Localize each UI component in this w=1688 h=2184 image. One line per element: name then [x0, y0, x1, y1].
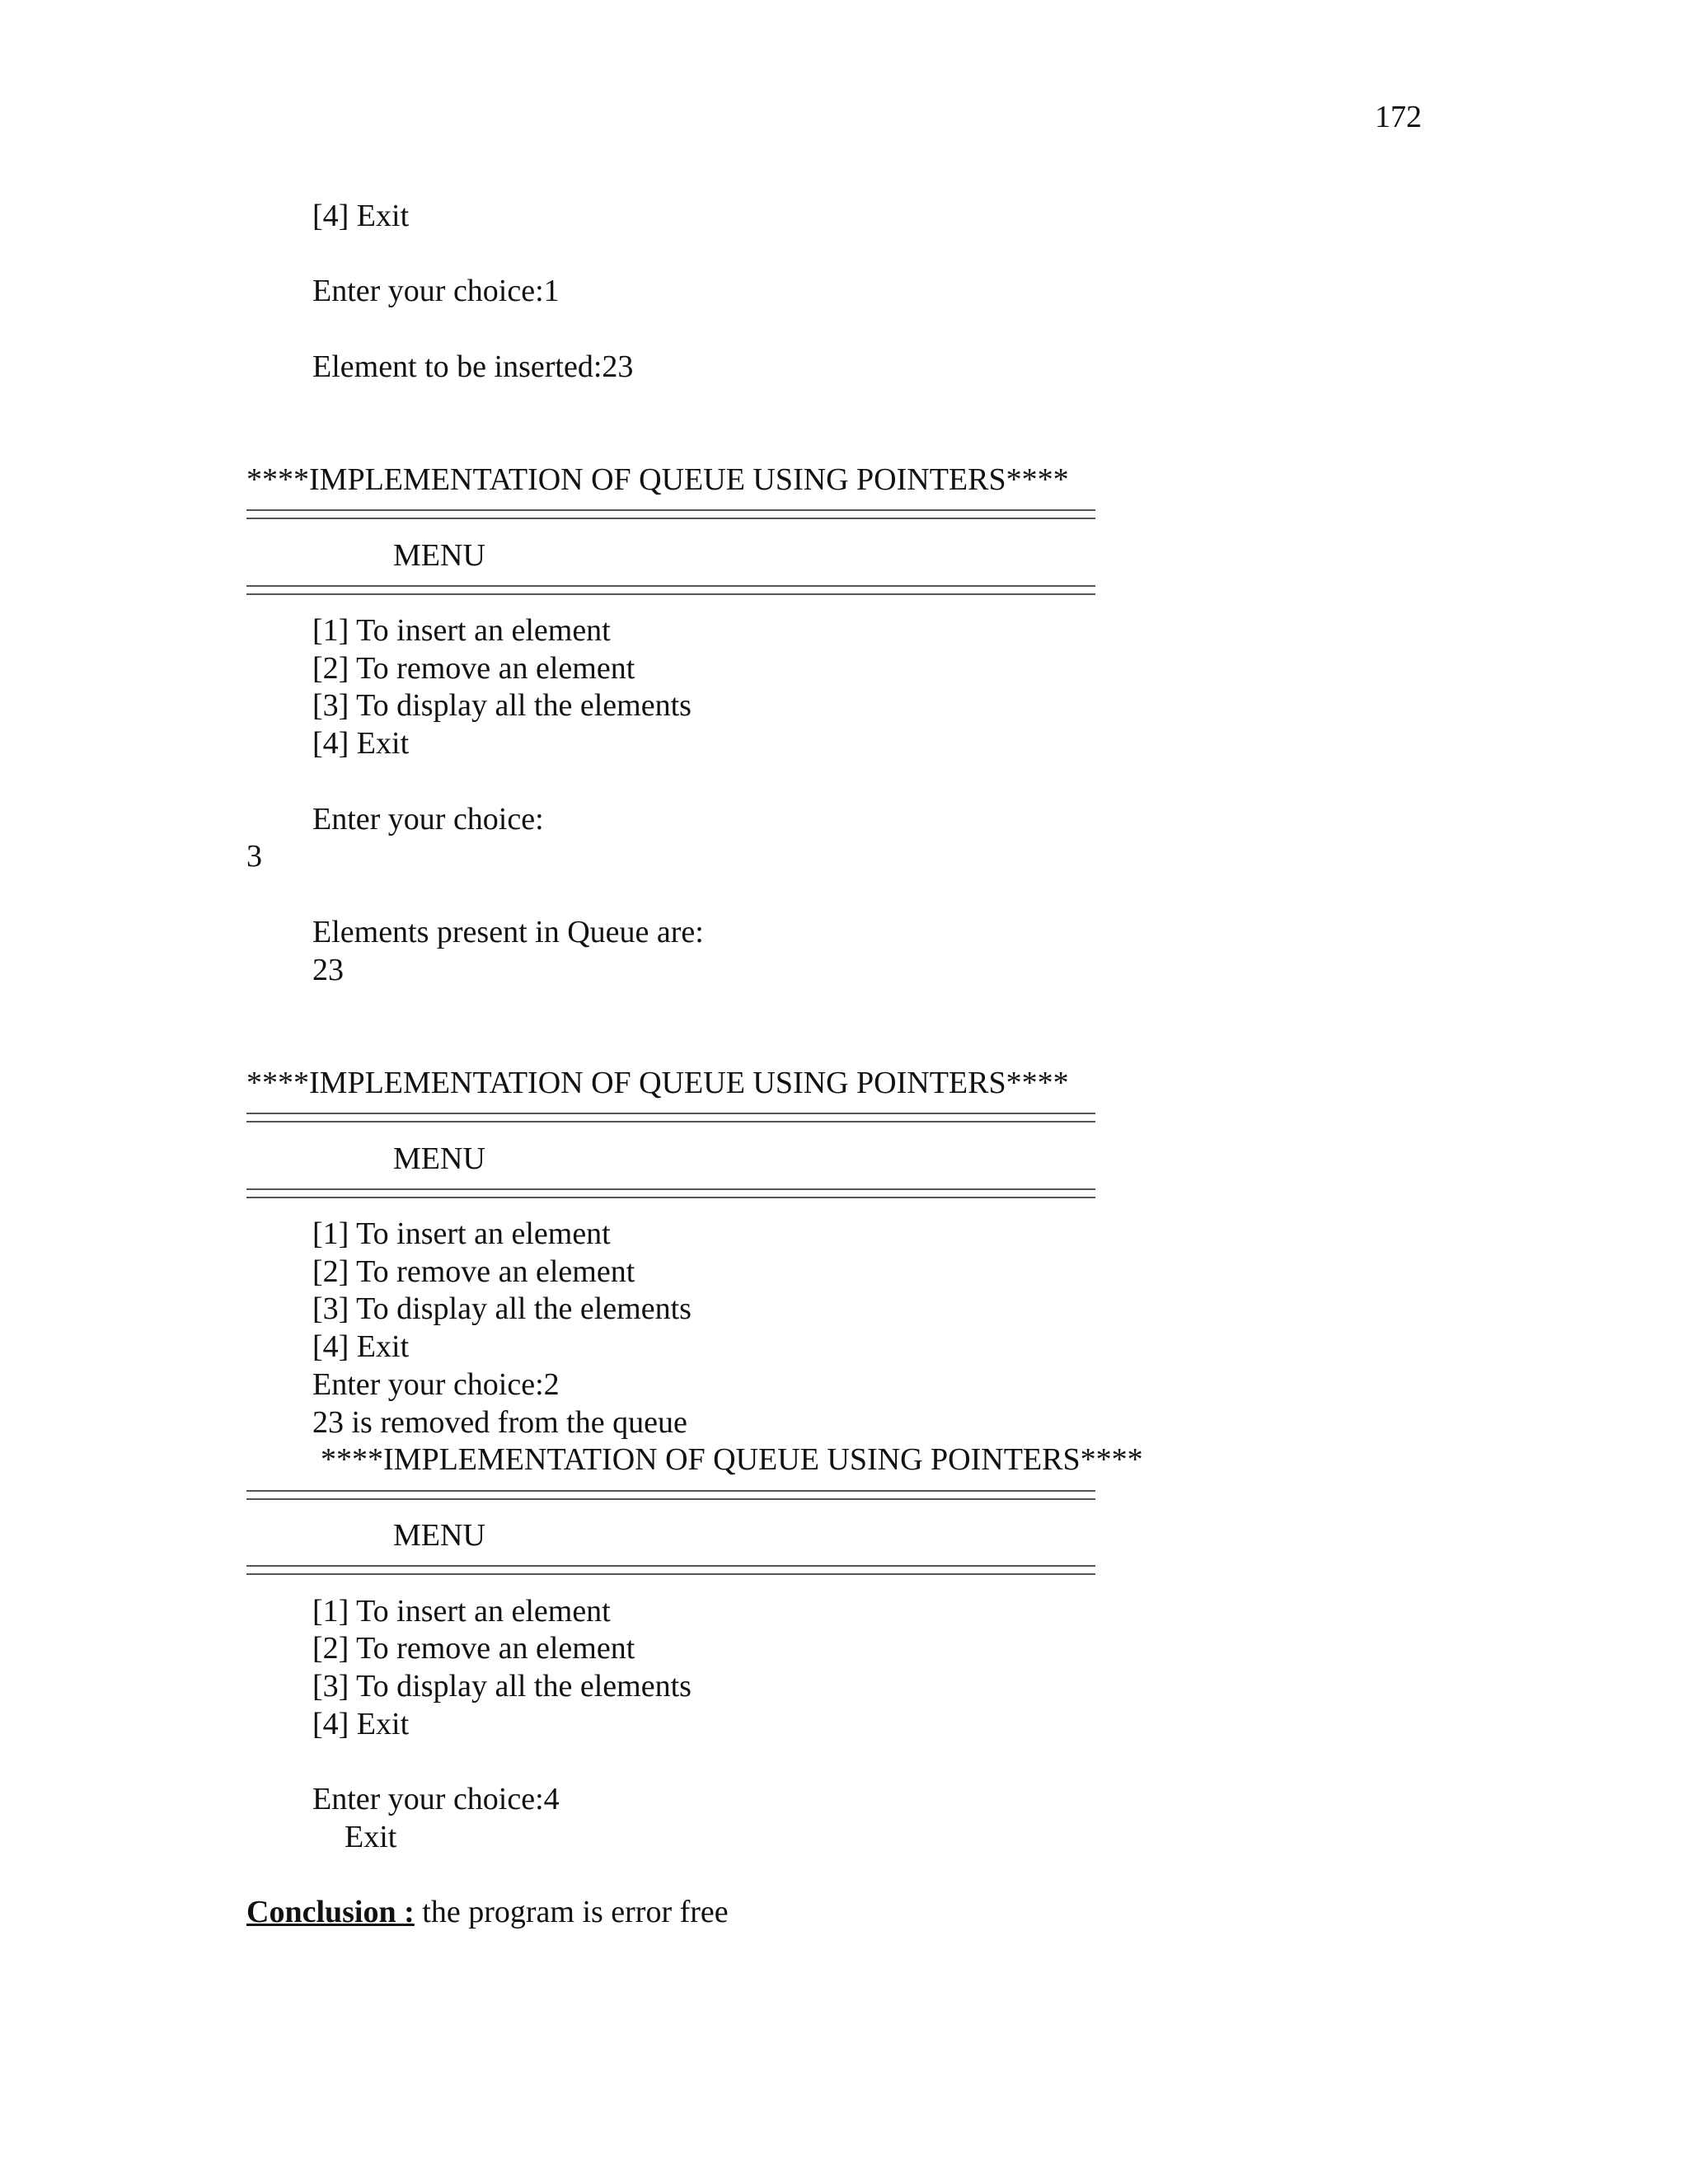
block2-item-2: [2] To remove an element	[312, 1254, 635, 1289]
page-number: 172	[1375, 100, 1422, 134]
choice-prompt: Enter your choice:1	[312, 274, 560, 308]
block1-title: ****IMPLEMENTATION OF QUEUE USING POINTERS****	[246, 462, 1069, 497]
block3-item-3: [3] To display all the elements	[312, 1669, 692, 1704]
block2-item-3: [3] To display all the elements	[312, 1291, 692, 1326]
block1-choice-value: 3	[246, 839, 262, 874]
block2-title: ****IMPLEMENTATION OF QUEUE USING POINTERS****	[246, 1066, 1069, 1100]
block3-item-4: [4] Exit	[312, 1707, 410, 1741]
block3-rule-top	[246, 1490, 1095, 1500]
block1-elements-value: 23	[312, 953, 344, 987]
block1-item-3: [3] To display all the elements	[312, 688, 692, 723]
block1-choice-prompt: Enter your choice:	[312, 802, 544, 837]
block2-item-4: [4] Exit	[312, 1329, 410, 1364]
block3-title: ****IMPLEMENTATION OF QUEUE USING POINTERS****	[321, 1442, 1143, 1477]
block3-menu-label: MENU	[393, 1518, 485, 1553]
block2-menu-label: MENU	[393, 1141, 485, 1176]
block3-choice-prompt: Enter your choice:4	[312, 1782, 560, 1816]
block1-item-4: [4] Exit	[312, 726, 410, 761]
block2-choice-prompt: Enter your choice:2	[312, 1367, 560, 1402]
block1-rule-top	[246, 509, 1095, 519]
block2-rule-bottom	[246, 1188, 1095, 1198]
block3-item-2: [2] To remove an element	[312, 1631, 635, 1666]
block1-elements-heading: Elements present in Queue are:	[312, 915, 704, 949]
insert-prompt: Element to be inserted:23	[312, 349, 634, 384]
block3-rule-bottom	[246, 1565, 1095, 1575]
conclusion-line	[246, 1894, 729, 1930]
block2-item-1: [1] To insert an element	[312, 1216, 611, 1251]
conclusion-text: the program is error free	[414, 1895, 729, 1929]
block2-rule-top	[246, 1113, 1095, 1122]
block2-removed-msg: 23 is removed from the queue	[312, 1405, 687, 1440]
block1-menu-label: MENU	[393, 538, 485, 573]
conclusion-label: Conclusion :	[246, 1895, 415, 1929]
block1-item-1: [1] To insert an element	[312, 613, 611, 648]
menu-item-exit: [4] Exit	[312, 199, 410, 233]
block3-item-1: [1] To insert an element	[312, 1594, 611, 1629]
block1-item-2: [2] To remove an element	[312, 651, 635, 686]
block1-rule-bottom	[246, 585, 1095, 595]
block3-exit-msg: Exit	[345, 1820, 397, 1854]
